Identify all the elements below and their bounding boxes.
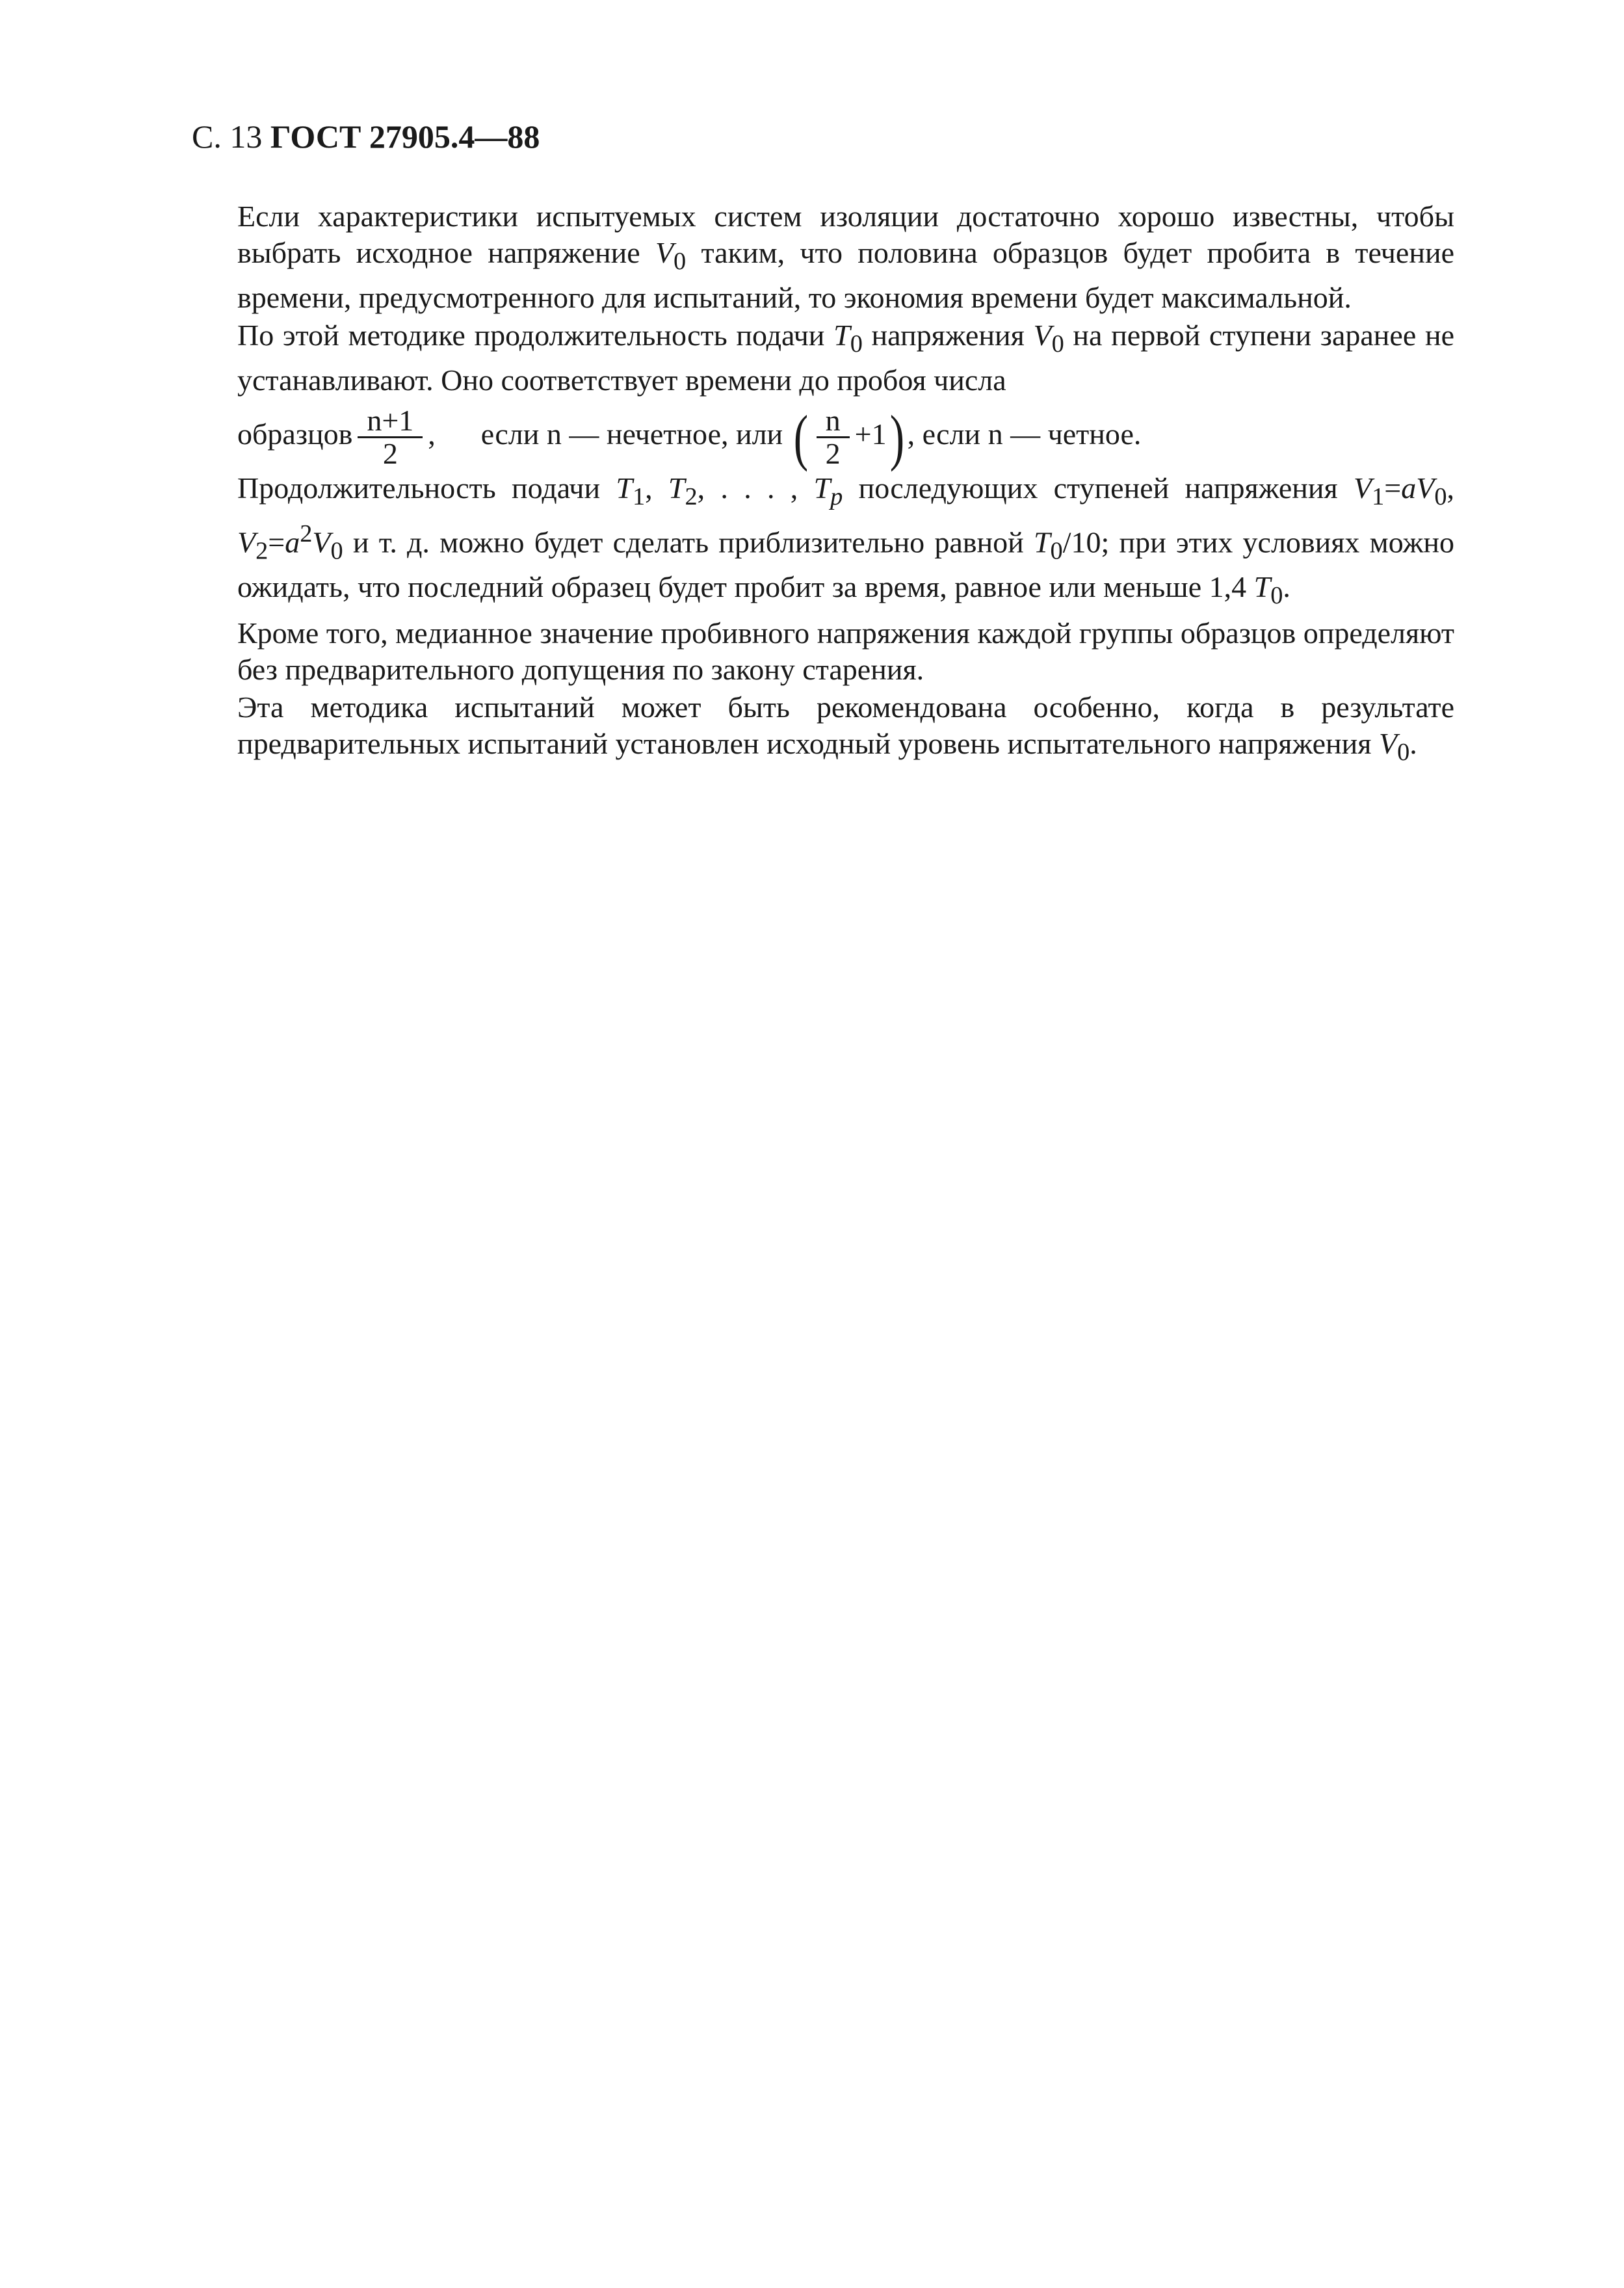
- page-number: С. 13: [192, 118, 263, 155]
- paragraph-3: Продолжительность подачи $T_1$, $T_2$, . . . , $T_p$ последующих ступеней напряжения $V_1=aV_0$, $V_2=a^2V_0$ и т. д. можно будет сделать приблизительно равной $T_0/10$; при этих условиях можно ожидать, что последний образец будет пробит за время, равное или меньше 1,4 $T_0$.: [237, 471, 1454, 610]
- paragraph-4: Кроме того, медианное значение пробивного напряжения каждой группы образцов определяют без предварительного допущения по закону старения.: [237, 616, 1454, 687]
- paragraph-1: Если характеристики испытуемых систем изоляции достаточно хорошо известны, чтобы выбрать исходное напряжение $V_0$ таким, что половина образцов будет пробита в течение времени, предусмотренного для испытаний, то экономия времени будет максимальной.: [237, 200, 1454, 315]
- sample-count-formula: образцов $\frac{n+1}{2}$ , если n — нечетное, или ( $\frac{n}{2}$ +1) , если n — четное.: [237, 402, 1142, 472]
- standard-number: ГОСТ 27905.4—88: [270, 118, 540, 155]
- paragraph-5: Эта методика испытаний может быть рекомендована особенно, когда в результате предварительных испытаний установлен исходный уровень испытательного напряжения $V_0$.: [237, 690, 1454, 767]
- page-header: [192, 117, 540, 156]
- paragraph-2: По этой методике продолжительность подачи $T_0$ напряжения $V_0$ на первой ступени заранее не устанавливают. Оно соответствует времени до пробоя числа: [237, 319, 1454, 397]
- fraction-n-over-2: $\frac{n}{2}$: [817, 405, 850, 469]
- fraction-n-plus-1-over-2: $\frac{n+1}{2}$: [358, 405, 423, 469]
- document-body: [237, 198, 1454, 770]
